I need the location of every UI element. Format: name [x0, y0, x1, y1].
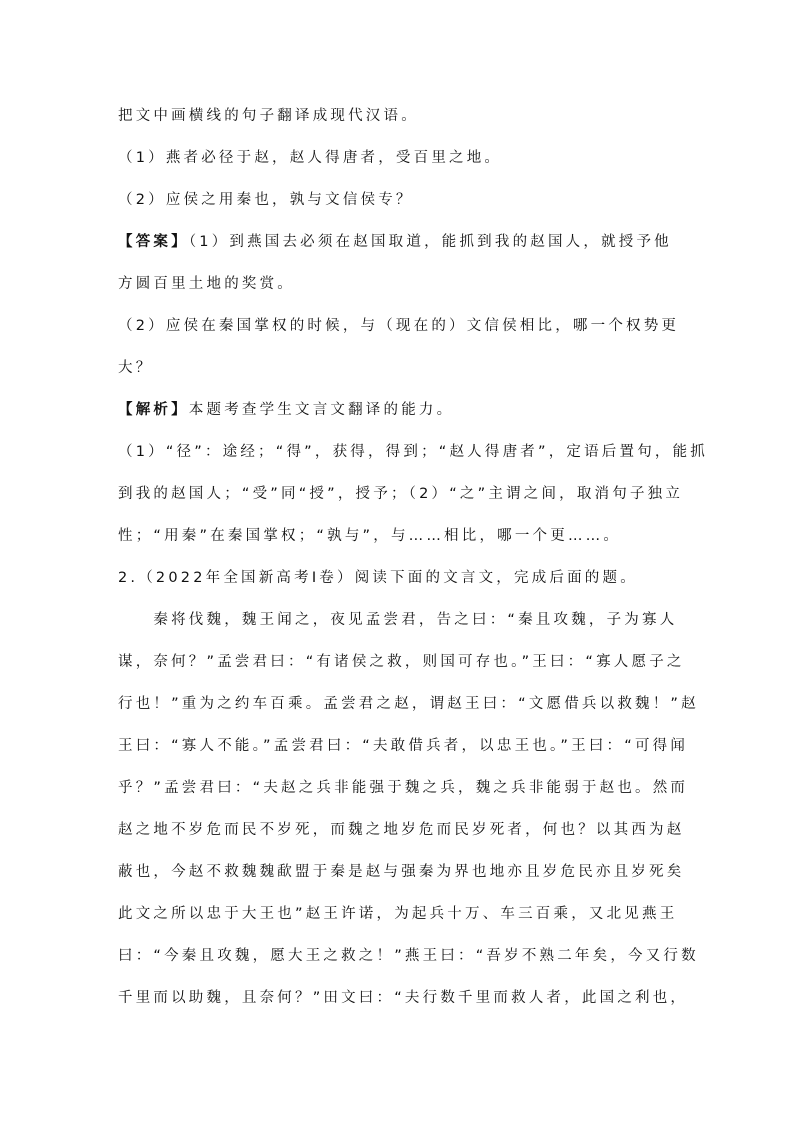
answer-line: （2）应侯在秦国掌权的时候，与（现在的）文信侯相比，哪一个权势更 — [118, 318, 680, 334]
answer-line: 【答案】（1）到燕国去必须在赵国取道，能抓到我的赵国人，就授予他 — [118, 234, 672, 250]
question-line: （2）应侯之用秦也，孰与文信侯专？ — [118, 192, 414, 208]
answer-line: 大？ — [118, 360, 154, 376]
instruction-line: 把文中画横线的句子翻译成现代汉语。 — [118, 108, 419, 124]
passage-line: 行也！”重为之约车百乘。孟尝君之赵，谓赵王曰：“文愿借兵以救魏！”赵 — [118, 696, 699, 712]
passage-line: 王曰：“寡人不能。”孟尝君曰：“夫敢借兵者，以忠王也。”王曰：“可得闻 — [118, 738, 689, 754]
answer-line: 方圆百里土地的奖赏。 — [118, 276, 295, 292]
analysis-line: 到我的赵国人；“受”同“授”，授予；（2）“之”主谓之间，取消句子独立 — [118, 486, 684, 502]
analysis-line: 【解析】本题考查学生文言文翻译的能力。 — [118, 402, 455, 418]
passage-line: 赵之地不岁危而民不岁死，而魏之地岁危而民岁死者，何也？以其西为赵 — [118, 822, 685, 838]
passage-line: 蔽也，今赵不救魏魏歃盟于秦是赵与强秦为界也地亦且岁危民亦且岁死矣 — [118, 864, 685, 880]
analysis-tag: 【解析】 — [118, 402, 189, 418]
analysis-line: 性；“用秦”在秦国掌权；“孰与”，与……相比，哪一个更……。 — [118, 528, 622, 544]
passage-line: 千里而以助魏，且奈何？”田文曰：“夫行数千里而救人者，此国之利也， — [118, 990, 689, 1006]
passage-line: 秦将伐魏，魏王闻之，夜见孟尝君，告之曰：“秦且攻魏，子为寡人 — [118, 612, 678, 628]
passage-line: 乎？”孟尝君曰：“夫赵之兵非能强于魏之兵，魏之兵非能弱于赵也。然而 — [118, 780, 689, 796]
analysis-line: （1）“径”：途经；“得”，获得，得到；“赵人得唐者”，定语后置句，能抓 — [118, 444, 708, 460]
question-heading: 2.（2022年全国新高考Ⅰ卷）阅读下面的文言文，完成后面的题。 — [118, 570, 638, 586]
passage-line: 此文之所以忠于大王也”赵王许诺，为起兵十万、车三百乘，又北见燕王 — [118, 906, 678, 922]
passage-line: 曰：“今秦且攻魏，愿大王之救之！”燕王曰：“吾岁不熟二年矣，今又行数 — [118, 948, 699, 964]
answer-tag: 【答案】 — [118, 234, 189, 250]
passage-line: 谋，奈何？”孟尝君曰：“有诸侯之救，则国可存也。”王曰：“寡人愿子之 — [118, 654, 685, 670]
question-line: （1）燕者必径于赵，赵人得唐者，受百里之地。 — [118, 150, 503, 166]
